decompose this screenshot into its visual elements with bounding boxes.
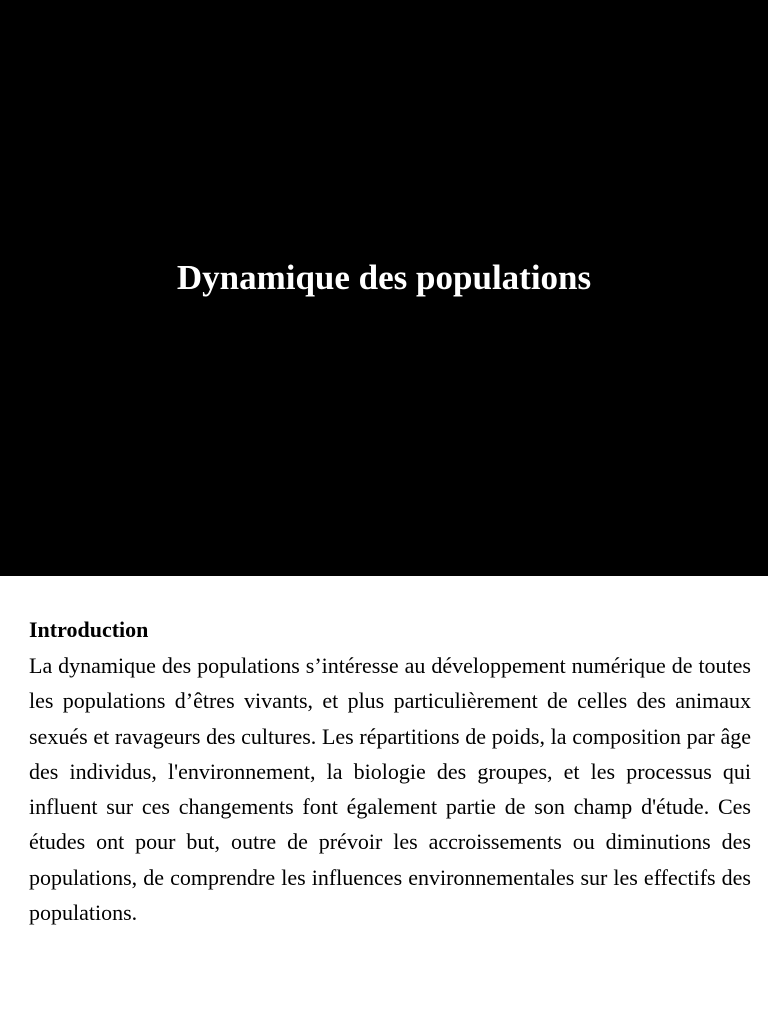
section-heading: Introduction xyxy=(29,617,149,642)
document-body xyxy=(29,612,751,930)
intro-paragraph: La dynamique des populations s’intéresse au développement numérique de toutes les populations d’êtres vivants, et plus particulièrement de celles des animaux sexués et ravageurs des cultures. Les répartitions de poids, la composition par âge des individus, l'environnement, la biologie des groupes, et les processus qui influent sur ces changements font également partie de son champ d'étude. Ces études ont pour but, outre de prévoir les accroissements ou diminutions des populations, de comprendre les influences environnementales sur les effectifs des populations. xyxy=(29,653,751,926)
slide-title: Dynamique des populations xyxy=(176,258,592,297)
